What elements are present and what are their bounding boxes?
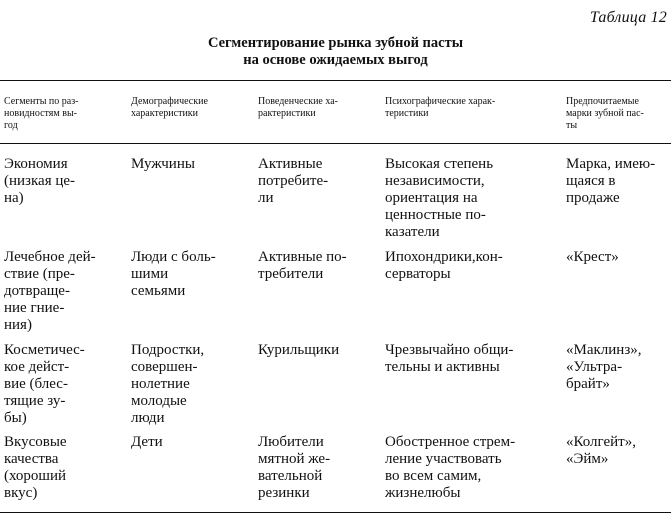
header-divider-rule: [0, 143, 671, 144]
table-cell: Любители мятной же- вательной резинки: [258, 434, 331, 501]
table-cell: Ипохондрики,кон- серваторы: [385, 249, 503, 282]
table-cell: Обостренное стрем- ление участвовать во всем самим, жизнелюбы: [385, 434, 516, 501]
table-cell: Экономия (низкая це- на): [4, 156, 76, 206]
table-title-line: Сегментирование рынка зубной пасты: [207, 35, 464, 51]
table-cell: «Крест»: [566, 249, 619, 265]
table-cell: Курильщики: [258, 342, 340, 358]
table-caption: Таблица 12: [589, 9, 667, 26]
table-cell: Дети: [131, 434, 163, 450]
table-cell: Активные по- требители: [258, 249, 347, 282]
table-bottom-rule: [0, 512, 671, 513]
column-header-demographics: Демографические характеристики: [131, 96, 208, 119]
table-cell: Вкусовые качества (хороший вкус): [4, 434, 67, 501]
table-title-line: на основе ожидаемых выгод: [243, 52, 428, 68]
table-cell: Мужчины: [131, 156, 195, 172]
table-cell: Чрезвычайно общи- тельны и активны: [385, 342, 514, 375]
table-cell: «Маклинз», «Ультра- брайт»: [566, 342, 642, 392]
table-cell: Активные потребите- ли: [258, 156, 329, 206]
table-cell: «Колгейт», «Эйм»: [566, 434, 636, 467]
table-cell: Косметичес- кое дейст- вие (блес- тящие зу- бы): [4, 342, 85, 426]
table-cell: Люди с боль- шими семьями: [131, 249, 216, 299]
table-top-rule: [0, 80, 671, 81]
column-header-psychographics: Психографические харак- теристики: [385, 96, 496, 119]
table-title: [0, 35, 671, 69]
column-header-segments: Сегменты по раз- новидностям вы- год: [4, 96, 79, 131]
table-cell: Лечебное дей- ствие (пре- дотвраще- ние гние- ния): [4, 249, 96, 333]
column-header-behavior: Поведенческие ха- рактеристики: [258, 96, 339, 119]
column-header-brands: Предпочитаемые марки зубной пас- ты: [566, 96, 644, 131]
table-cell: Марка, имею- щаяся в продаже: [566, 156, 656, 206]
table-cell: Подростки, совершен- нолетние молодые люди: [131, 342, 205, 426]
table-cell: Высокая степень независимости, ориентация на ценностные по- казатели: [385, 156, 494, 240]
